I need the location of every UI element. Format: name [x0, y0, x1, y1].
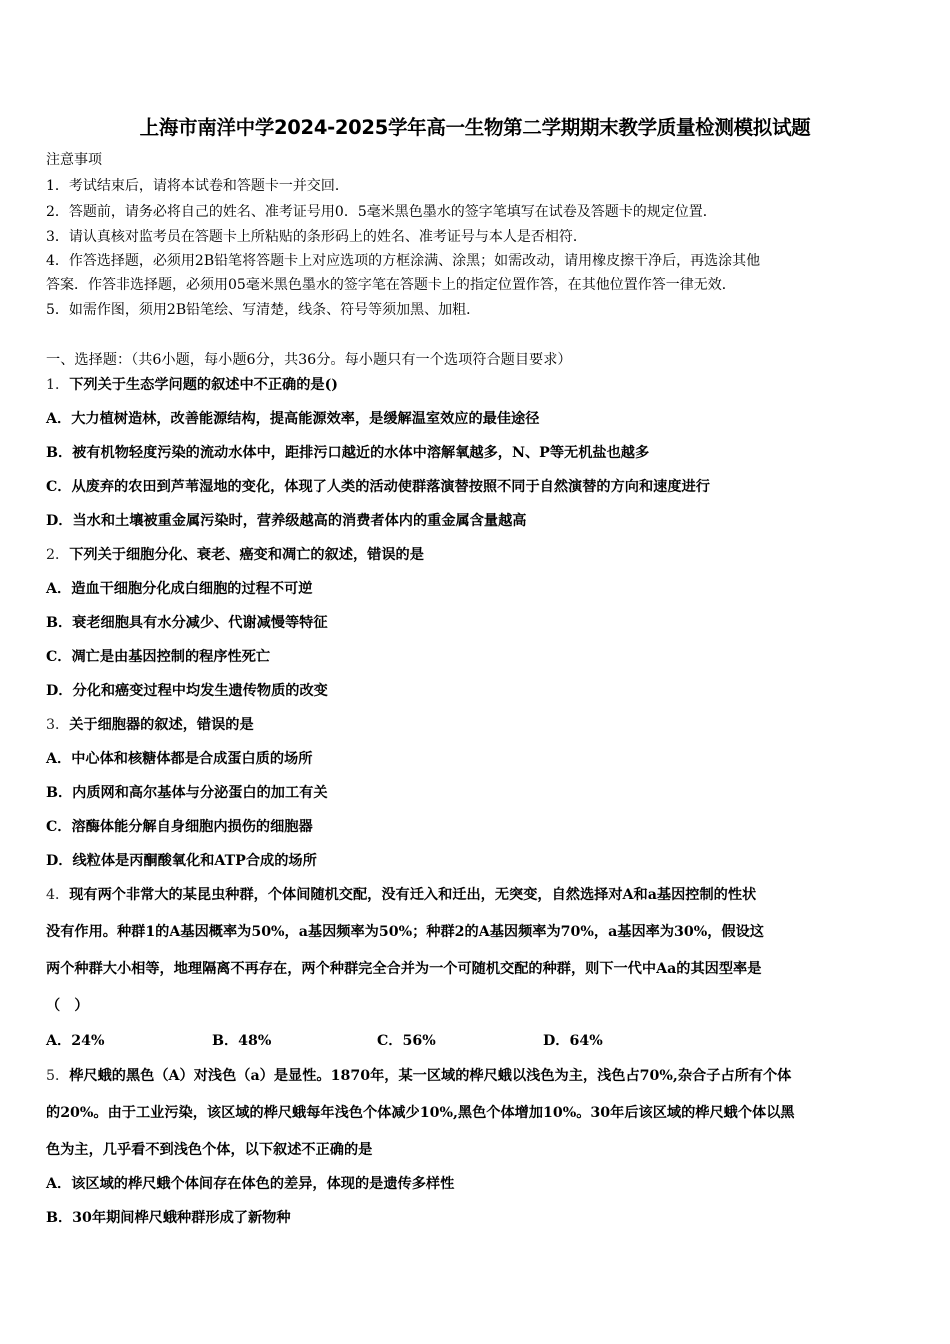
question-number: 4．: [46, 887, 70, 903]
question-number: 2．: [46, 547, 70, 563]
option: C．凋亡是由基因控制的程序性死亡: [46, 649, 271, 665]
section-heading: 一、选择题：（共6小题，每小题6分，共36分。每小题只有一个选项符合题目要求）: [46, 352, 572, 368]
option: C．56%: [377, 1033, 436, 1049]
question-stem: 下列关于细胞分化、衰老、癌变和凋亡的叙述，错误的是: [69, 547, 424, 563]
question-stem: 现有两个非常大的某昆虫种群，个体间随机交配，没有迁入和迁出，无突变，自然选择对A和a基因控制的性状: [69, 887, 757, 903]
question-stem: 关于细胞器的叙述，错误的是: [69, 717, 254, 733]
option: D．线粒体是丙酮酸氧化和ATP合成的场所: [46, 853, 317, 869]
question-number: 1．: [46, 377, 70, 393]
notice-heading: 注意事项: [46, 152, 102, 168]
option: D．64%: [543, 1033, 603, 1049]
option: A．造血干细胞分化成白细胞的过程不可逆: [46, 581, 313, 597]
question-5: [46, 1066, 791, 1086]
question-number: 5．: [46, 1068, 70, 1084]
option: D．分化和癌变过程中均发生遗传物质的改变: [46, 683, 328, 699]
option: D．当水和土壤被重金属污染时，营养级越高的消费者体内的重金属含量越高: [46, 513, 527, 529]
option: B．被有机物轻度污染的流动水体中，距排污口越近的水体中溶解氧越多，N、P等无机盐也越多: [46, 445, 650, 461]
question-stem-line: 的20%。由于工业污染，该区域的桦尺蛾每年浅色个体减少10%,黑色个体增加10%。30年后该区域的桦尺蛾个体以黑: [46, 1105, 795, 1121]
question-3: [46, 715, 254, 735]
option: A．大力植树造林，改善能源结构，提高能源效率，是缓解温室效应的最佳途径: [46, 411, 540, 427]
question-2: [46, 545, 424, 565]
notice-item: 1．考试结束后，请将本试卷和答题卡一并交回．: [46, 178, 349, 194]
notice-item: 2．答题前，请务必将自己的姓名、准考证号用0．5毫米黑色墨水的签字笔填写在试卷及答题卡的规定位置．: [46, 204, 717, 220]
question-number: 3．: [46, 717, 70, 733]
question-1: [46, 375, 338, 395]
question-4: [46, 885, 756, 905]
question-stem: 桦尺蛾的黑色（A）对浅色（a）是显性。1870年，某一区域的桦尺蛾以浅色为主，浅色占70%,杂合子占所有个体: [69, 1068, 792, 1084]
option: C．溶酶体能分解自身细胞内损伤的细胞器: [46, 819, 313, 835]
notice-item: 4．作答选择题，必须用2B铅笔将答题卡上对应选项的方框涂满、涂黑；如需改动，请用橡皮擦干净后，再选涂其他: [46, 253, 761, 269]
notice-item: 答案．作答非选择题，必须用05毫米黑色墨水的签字笔在答题卡上的指定位置作答，在其他位置作答一律无效．: [46, 277, 736, 293]
question-stem: 下列关于生态学问题的叙述中不正确的是(): [69, 377, 339, 393]
question-stem-line: 色为主，几乎看不到浅色个体，以下叙述不正确的是: [46, 1142, 373, 1158]
option: B．30年期间桦尺蛾种群形成了新物种: [46, 1210, 291, 1226]
option: B．48%: [212, 1033, 272, 1049]
option: B．衰老细胞具有水分减少、代谢减慢等特征: [46, 615, 328, 631]
option: A．该区域的桦尺蛾个体间存在体色的差异，体现的是遗传多样性: [46, 1176, 455, 1192]
notice-item: 5．如需作图，须用2B铅笔绘、写清楚，线条、符号等须加黑、加粗．: [46, 302, 481, 318]
notice-item: 3．请认真核对监考员在答题卡上所粘贴的条形码上的姓名、准考证号与本人是否相符．: [46, 229, 587, 245]
question-stem-line: 没有作用。种群1的A基因概率为50%，a基因频率为50%；种群2的A基因频率为70%，a基因率为30%，假设这: [46, 924, 764, 940]
option: B．内质网和高尔基体与分泌蛋白的加工有关: [46, 785, 328, 801]
question-stem-line: 两个种群大小相等，地理隔离不再存在，两个种群完全合并为一个可随机交配的种群，则下一代中Aa的其因型率是: [46, 961, 762, 977]
question-stem-line: （ ）: [46, 998, 89, 1014]
option: C．从废弃的农田到芦苇湿地的变化，体现了人类的活动使群落演替按照不同于自然演替的方向和速度进行: [46, 479, 710, 495]
option: A．24%: [46, 1033, 105, 1049]
option: A．中心体和核糖体都是合成蛋白质的场所: [46, 751, 313, 767]
page-title: 上海市南洋中学2024-2025学年高一生物第二学期期末教学质量检测模拟试题: [139, 116, 811, 139]
